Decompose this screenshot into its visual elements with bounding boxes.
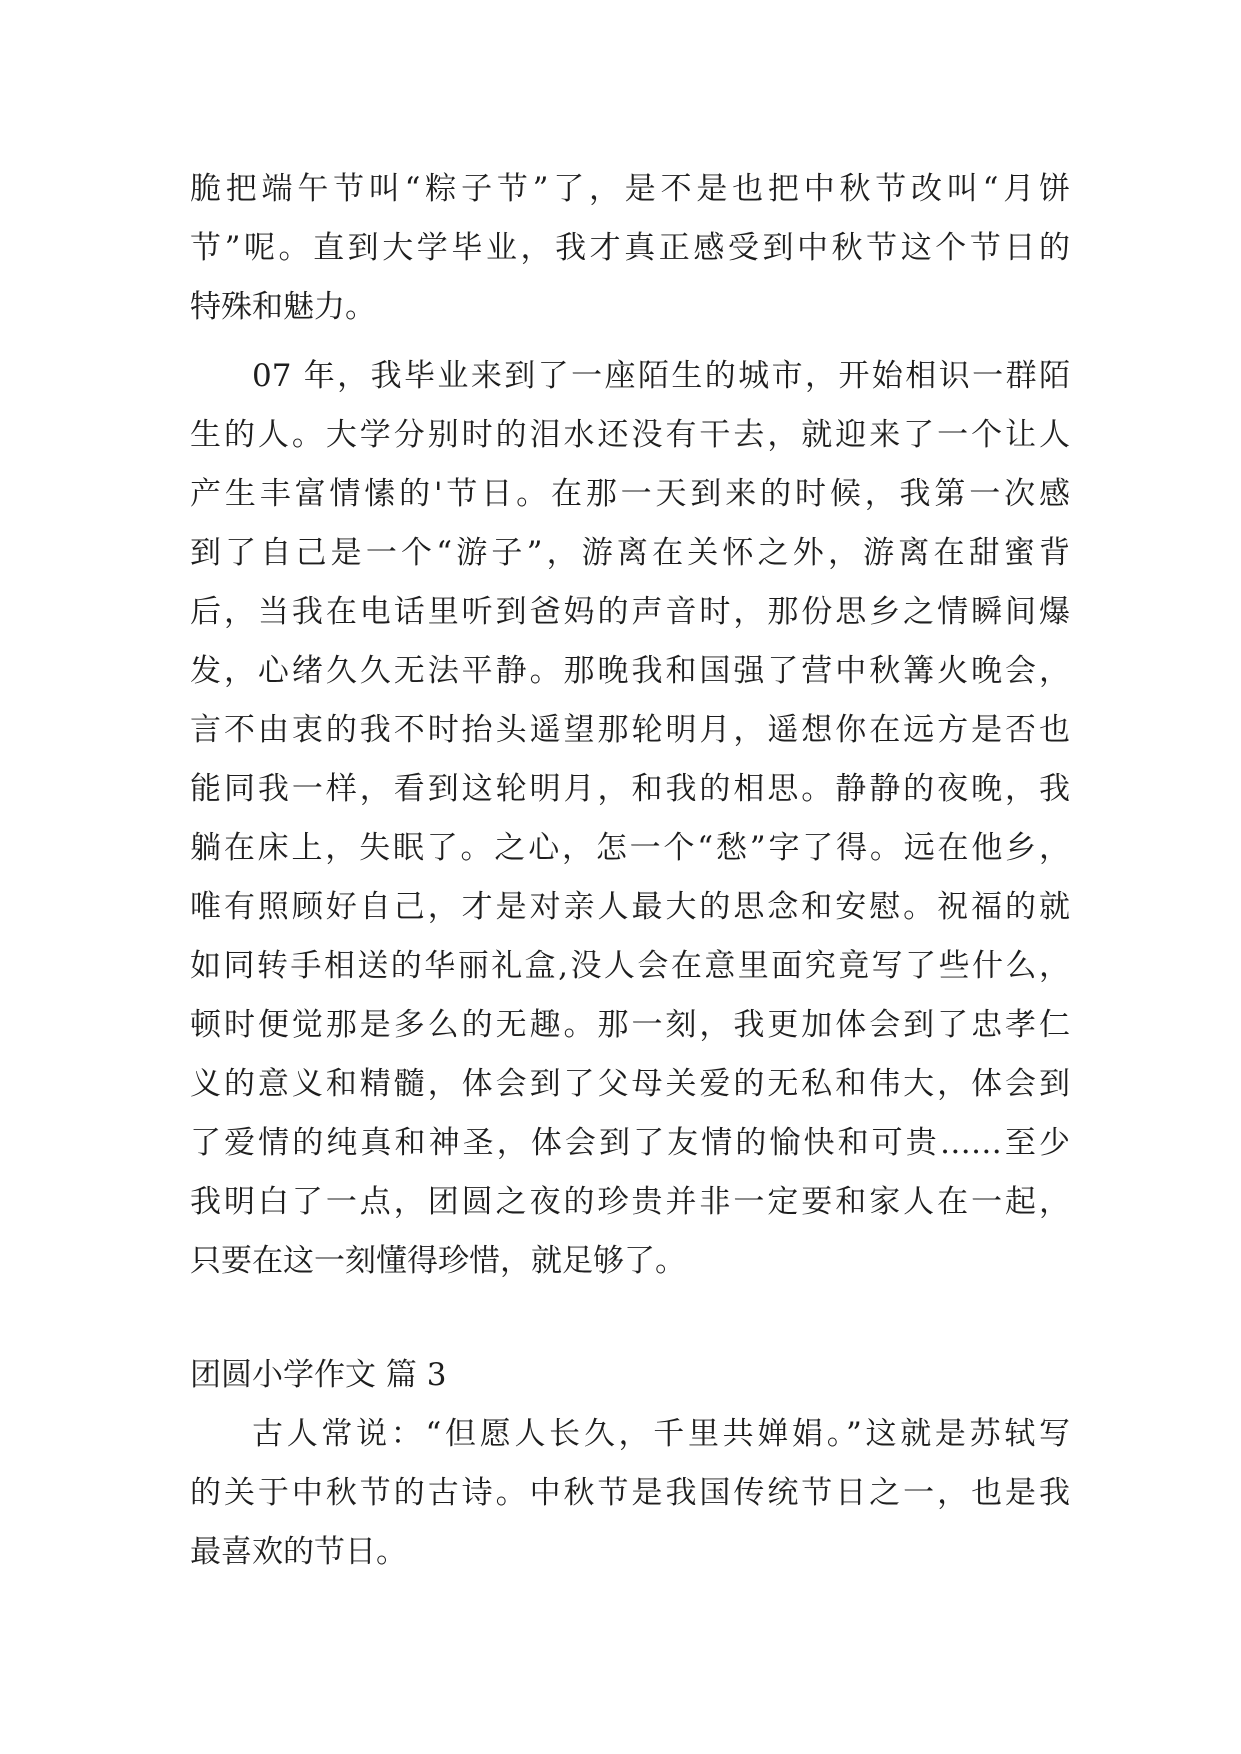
section-gap: [190, 1291, 1070, 1346]
paragraph-line: 唯有照顾好自己，才是对亲人最大的思念和安慰。祝福的就: [190, 889, 1070, 925]
paragraph-line: 躺在床上，失眠了。之心，怎一个“愁”字了得。远在他乡，: [190, 830, 1070, 866]
paragraph-line: 义的意义和精髓，体会到了父母关爱的无私和伟大，体会到: [190, 1066, 1070, 1102]
paragraph-line: 的关于中秋节的古诗。中秋节是我国传统节日之一，也是我: [190, 1475, 1070, 1511]
paragraph-line: 古人常说：“但愿人长久，千里共婵娟。”这就是苏轼写: [252, 1416, 1070, 1452]
paragraph-3: [190, 1405, 1070, 1582]
paragraph-1: [190, 160, 1070, 337]
paragraph-line: 脆把端午节叫“粽子节”了，是不是也把中秋节改叫“月饼: [190, 171, 1070, 207]
paragraph-line: 如同转手相送的华丽礼盒,没人会在意里面究竟写了些什么，: [190, 948, 1070, 984]
paragraph-line: 只要在这一刻懂得珍惜，就足够了。: [190, 1243, 686, 1279]
paragraph-line: 我明白了一点，团圆之夜的珍贵并非一定要和家人在一起，: [190, 1184, 1070, 1220]
paragraph-line: 节”呢。直到大学毕业，我才真正感受到中秋节这个节日的: [190, 230, 1070, 266]
paragraph-line: 顿时便觉那是多么的无趣。那一刻，我更加体会到了忠孝仁: [190, 1007, 1070, 1043]
paragraph-line: 特殊和魅力。: [190, 289, 376, 325]
section-heading: 团圆小学作文 篇 3: [190, 1357, 447, 1393]
paragraph-line: 到了自己是一个“游子”，游离在关怀之外，游离在甜蜜背: [190, 535, 1070, 571]
paragraph-line: 生的人。大学分别时的泪水还没有干去，就迎来了一个让人: [190, 417, 1070, 453]
document-body: [190, 160, 1070, 1582]
paragraph-gap: [190, 337, 1070, 347]
paragraph-line: 后，当我在电话里听到爸妈的声音时，那份思乡之情瞬间爆: [190, 594, 1070, 630]
paragraph-line: 言不由衷的我不时抬头遥望那轮明月，遥想你在远方是否也: [190, 712, 1070, 748]
paragraph-line: 能同我一样，看到这轮明月，和我的相思。静静的夜晚，我: [190, 771, 1070, 807]
paragraph-line: 发，心绪久久无法平静。那晚我和国强了营中秋篝火晚会，: [190, 653, 1070, 689]
paragraph-2: [190, 347, 1070, 1291]
paragraph-line: 07 年，我毕业来到了一座陌生的城市，开始相识一群陌: [252, 358, 1070, 394]
paragraph-line: 产生丰富情愫的'节日。在那一天到来的时候，我第一次感: [190, 476, 1070, 512]
paragraph-line: 最喜欢的节日。: [190, 1534, 407, 1570]
paragraph-line: 了爱情的纯真和神圣，体会到了友情的愉快和可贵……至少: [190, 1125, 1070, 1161]
